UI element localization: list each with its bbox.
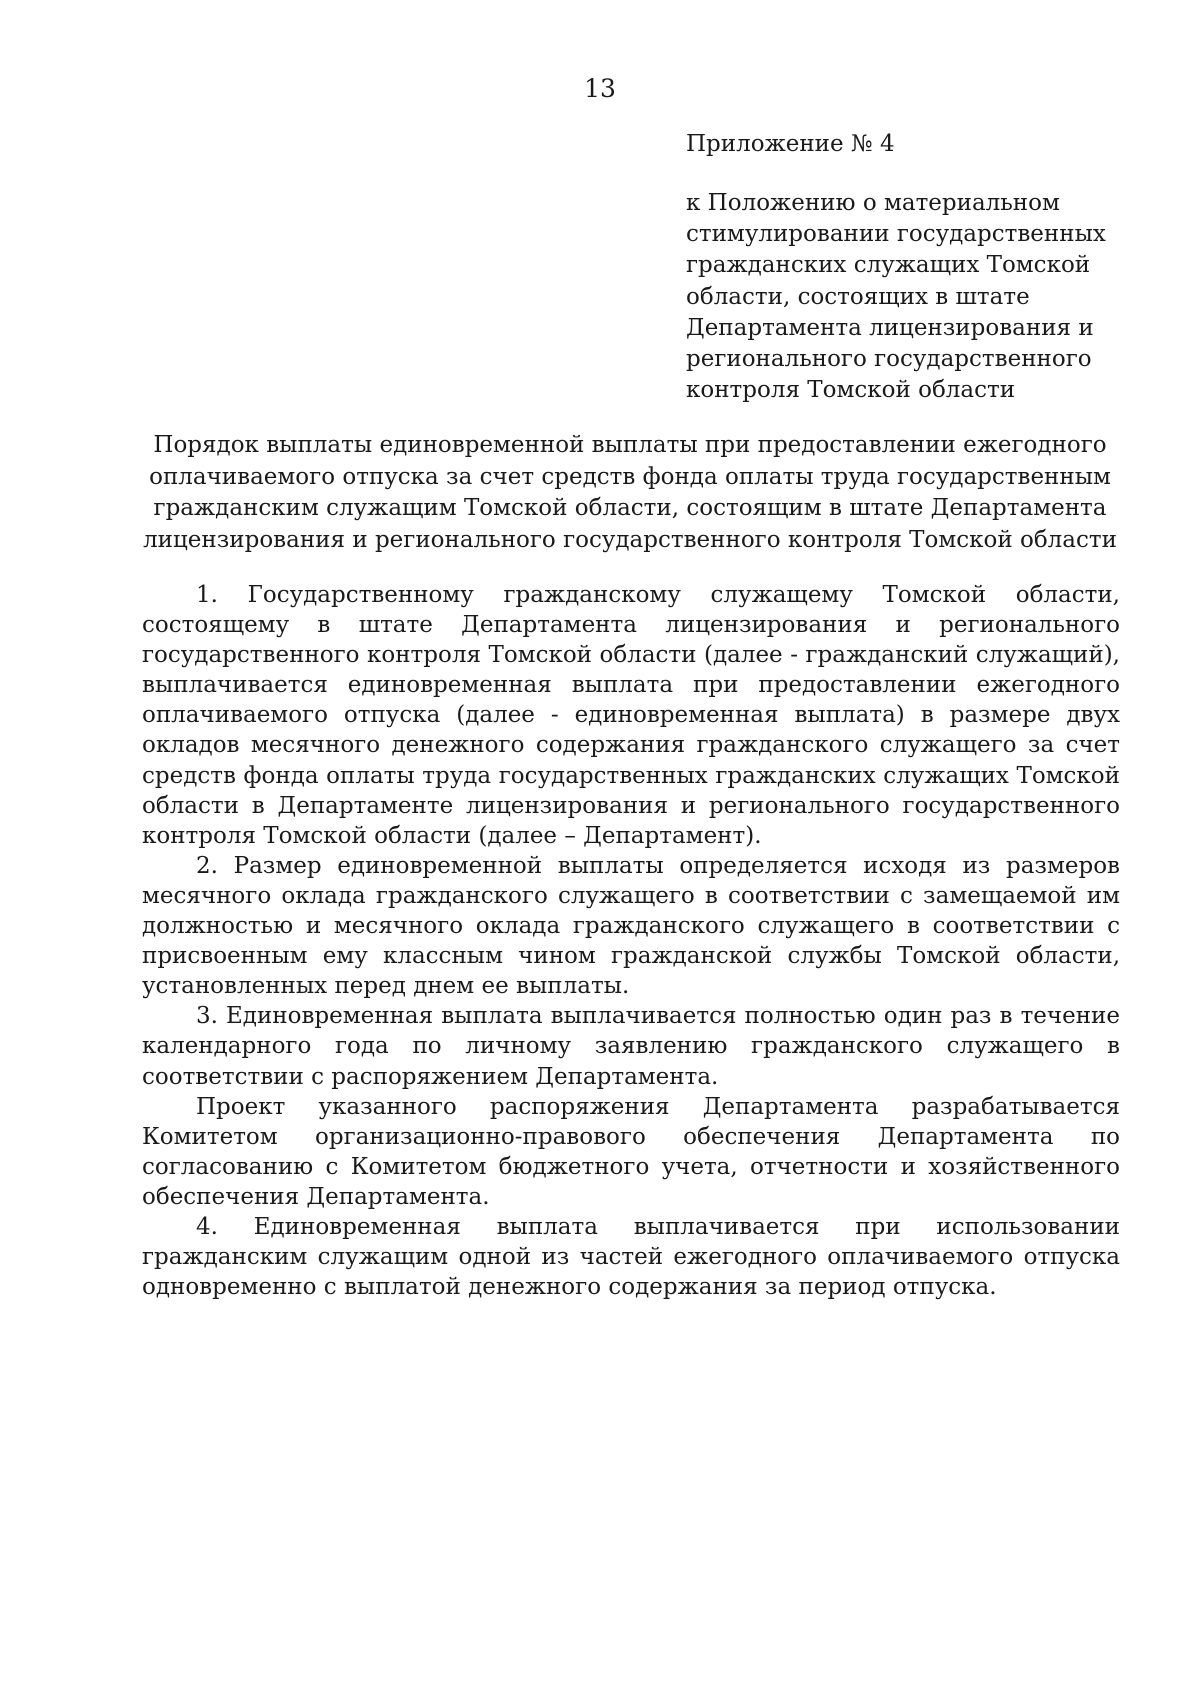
title-line: гражданским служащим Томской области, состоящим в штате Департамента <box>153 495 1107 521</box>
document-title <box>140 430 1120 556</box>
appendix-reference-line: стимулировании государственных <box>686 221 1106 248</box>
paragraph-3: 3. Единовременная выплата выплачивается полностью один раз в течение календарного года по личному заявлению гражданского служащего в соответствии с распоряжением Департамента. <box>142 1003 1120 1090</box>
appendix-reference-line: гражданских служащих Томской <box>686 252 1091 279</box>
paragraph-3-continuation: Проект указанного распоряжения Департамента разрабатывается Комитетом организационно-правового обеспечения Департамента по согласованию с Комитетом бюджетного учета, отчетности и хозяйственного обеспечения Департамента. <box>142 1093 1120 1210</box>
title-line: оплачиваемого отпуска за счет средств фонда оплаты труда государственным <box>149 463 1111 490</box>
title-line: Порядок выплаты единовременной выплаты при предоставлении ежегодного <box>153 432 1107 458</box>
appendix-label: Приложение № 4 <box>686 131 895 157</box>
paragraph-2: 2. Размер единовременной выплаты определяется исходя из размеров месячного оклада гражданского служащего в соответствии с замещаемой им должностью и месячного оклада гражданского служащего в соответствии с присвоенным ему классным чином гражданской службы Томской области, установленных перед днем ее выплаты. <box>142 852 1120 1000</box>
appendix-reference-line: Департамента лицензирования и <box>686 314 1094 341</box>
appendix-reference-line: регионального государственного <box>686 346 1092 373</box>
appendix-reference-line: области, состоящих в штате <box>686 283 1030 310</box>
title-line: лицензирования и регионального государственного контроля Томской области <box>143 526 1117 553</box>
appendix-reference <box>686 188 1106 406</box>
document-body <box>142 580 1120 1302</box>
appendix-reference-line: контроля Томской области <box>686 377 1016 404</box>
page-number: 13 <box>584 74 616 103</box>
paragraph-1: 1. Государственному гражданскому служащему Томской области, состоящему в штате Департамента лицензирования и регионального государственного контроля Томской области (далее - гражданский служащий), выплачивается единовременная выплата при предоставлении ежегодного оплачиваемого отпуска (далее - единовременная выплата) в размере двух окладов месячного денежного содержания гражданского служащего за счет средств фонда оплаты труда государственных гражданских служащих Томской области в Департаменте лицензирования и регионального государственного контроля Томской области (далее – Департамент). <box>142 582 1120 849</box>
appendix-reference-line: к Положению о материальном <box>686 190 1060 216</box>
paragraph-4: 4. Единовременная выплата выплачивается при использовании гражданским служащим одной из частей ежегодного оплачиваемого отпуска одновременно с выплатой денежного содержания за период отпуска. <box>142 1213 1120 1301</box>
